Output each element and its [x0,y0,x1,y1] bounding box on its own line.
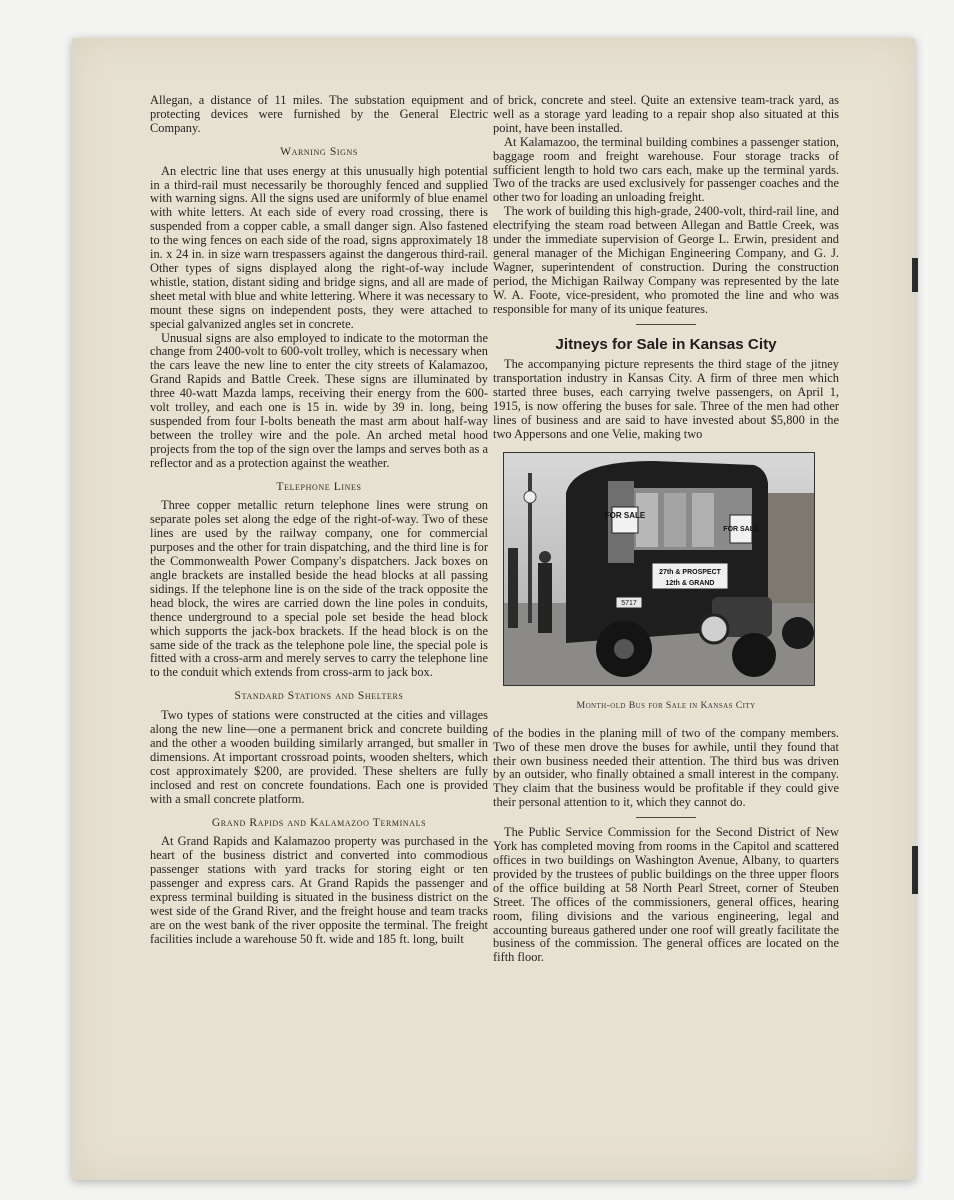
paragraph-warning-1: An electric line that uses energy at this unusually high potential in a third-rail must necessarily be thoroughly fenced and supplied with warning signs. All the signs used are uniformly of blue enamel with white letters. At each side of every road crossing, there is suspended from a copper cable, a small danger sign. Also fastened to the wing fences on each side of the road, signs approximately 18 in. x 24 in. in size warn trespassers against the dangerous third-rail. Other types of signs displayed along the right-of-way include whistle, station, distant siding and bridge signs, and all are made of sheet metal with blue and white lettering. Where it was necessary to mount these signs on independent posts, they were attached to special galvanized angles set in concrete. [150,163,488,331]
paragraph-intro: Allegan, a distance of 11 miles. The substation equipment and protecting devices were furnished by the General Electric Company. [150,93,488,135]
paragraph-work: The work of building this high-grade, 2400-volt, third-rail line, and electrifying the steam road between Allegan and Battle Creek, was under the immediate supervision of George L. Erwin, president and general manager of the Michigan Engineering Company, and G. J. Wagner, superintendent of construction. During the construction period, the Michigan Railway Company was represented by the late W. A. Foote, vice-president, who promoted the line and who was responsible for many of its unique features. [493,204,839,316]
for-sale-text-side: FOR SALE [723,525,759,533]
heading-stations: Standard Stations and Shelters [234,689,404,703]
paragraph-continued: of brick, concrete and steel. Quite an extensive team-track yard, as well as a storage yard leading to a repair shop also situated at this point, have been installed. [493,93,839,135]
paragraph-terminals: At Grand Rapids and Kalamazoo property was purchased in the heart of the business district and converted into commodious passenger stations with yard tracks for storing eight or ten passenger and express cars. At Grand Rapids the passenger and express terminal building is situated in the business district on the west side of the Grand River, and the freight house and team tracks are on the west bank of the river opposite the terminal. The freight facilities include a warehouse 50 ft. wide and 185 ft. long, built [150,834,488,946]
heading-terminals: Grand Rapids and Kalamazoo Terminals [211,815,427,829]
paragraph-jitneys: The accompanying picture represents the third stage of the jitney transportation industry in Kansas City. A firm of three men which started three buses, each carrying twelve passengers, on April 1, 1915, is now offering the buses for sale. Three of the men had other lines of business and are said to have invested about $5,800 in the two Appersons and one Velie, making two [493,357,839,441]
paragraph-telephone: Three copper metallic return telephone lines were strung on separate poles set along the edge of the right-of-way. Two of these lines are used by the railway company, one for commercial purposes and the other for train dispatching, and the third line is for the Commonwealth Power Company's dispatchers. Jack boxes on angle brackets are installed beside the head blocks at all passing sidings. If the telephone line is on the side of the track opposite the head block, the wires are carried down the line poles in conduits, thence underground to a special pole set beside the head block which supports the jack-box brackets. If the head block is on the same side of the track as the telephone pole line, the special pole is fitted with a cross-arm and merely serves to carry the telephone line to the conduit which extends from cross-arm to jack box. [150,498,488,680]
wheel-right-edge [782,617,814,649]
bus-window-1 [636,493,658,547]
photo-caption: Month-old Bus for Sale in Kansas City [576,699,756,711]
paragraph-warning-2: Unusual signs are also employed to indicate to the motorman the change from 2400-volt to 600-volt trolley, which is necessary when the cars leave the new line to enter the city streets of Kalamazoo, Grand Rapids and Battle Creek. These signs are illuminated by three 40-watt Mazda lamps, receiving their energy from the 600-volt trolley, and each one is 15 in. wide by 39 in. long, being suspended from four I-bolts beneath the mast arm about half-way between the trolley wire and the pole. An arched metal hood projects from the top of the sign over the lamps and serves both as a reflector and as a protection against the weather. [150,330,488,470]
bus-window-2 [664,493,686,547]
bus-window-3 [692,493,714,547]
paragraph-stations: Two types of stations were constructed at the cities and villages along the new line—one a permanent brick and concrete building and the other a wooden building similarly arranged, but smaller in dimensions. At important crossroad points, wooden shelters, which cost approximately $200, are provided. These shelters are fully inclosed and rest on concrete foundations. Each one is provided with a small concrete platform. [150,708,488,806]
bus-photo-illustration [504,453,814,685]
license-plate-text: 5717 [621,599,637,607]
paragraph-kalamazoo: At Kalamazoo, the terminal building combines a passenger station, baggage room and freight warehouse. Four storage tracks of sufficient length to hold two cars each, make up the terminal yards. Two of the tracks are used exclusively for passenger coaches and the other two for loading an unloading freight. [493,134,839,205]
heading-warning-signs: Warning Signs [280,144,358,158]
binder-mark-bottom [912,846,918,894]
binder-mark-top [912,258,918,292]
divider-rule [636,324,696,325]
bus-photograph [503,452,815,686]
hub-front-left [614,639,634,659]
document-page [72,38,915,1180]
person-left [508,548,518,628]
route-sign-line-1: 27th & PROSPECT [659,568,721,576]
paragraph-bodies: of the bodies in the planing mill of two of the company members. Two of these men drove the buses for awhile, until they found that their own business needed their attention. The third bus was driven by an outsider, who finally obtained a small interest in the company. They claim that the business would be profitable if they could give their personal attention to it, which they cannot do. [493,725,839,810]
left-column [150,94,488,947]
right-column [493,94,839,965]
heading-telephone-lines: Telephone Lines [276,479,362,493]
headlamp [700,615,728,643]
person-head [539,551,551,563]
route-sign-line-2: 12th & GRAND [665,579,715,587]
paragraph-commission: The Public Service Commission for the Second District of New York has completed moving from rooms in the Capitol and scattered offices in two buildings on Washington Avenue, Albany, to quarters provided by the trustees of public buildings on the three upper floors of the office building at 58 North Pearl Street, corner of Steuben Street. The offices of the commissioners, general offices, hearing room, filing divisions and the various engineering, legal and accounting bureaus gathered under one roof will greatly facilitate the business of the commission. The general offices are located on the fifth floor. [493,825,839,965]
lamp-globe [524,491,536,503]
person-middle [538,563,552,633]
wheel-front-right [732,633,776,677]
divider-rule-2 [636,817,696,818]
for-sale-text-front: FOR SALE [604,510,646,520]
heading-jitneys: Jitneys for Sale in Kansas City [555,335,777,353]
